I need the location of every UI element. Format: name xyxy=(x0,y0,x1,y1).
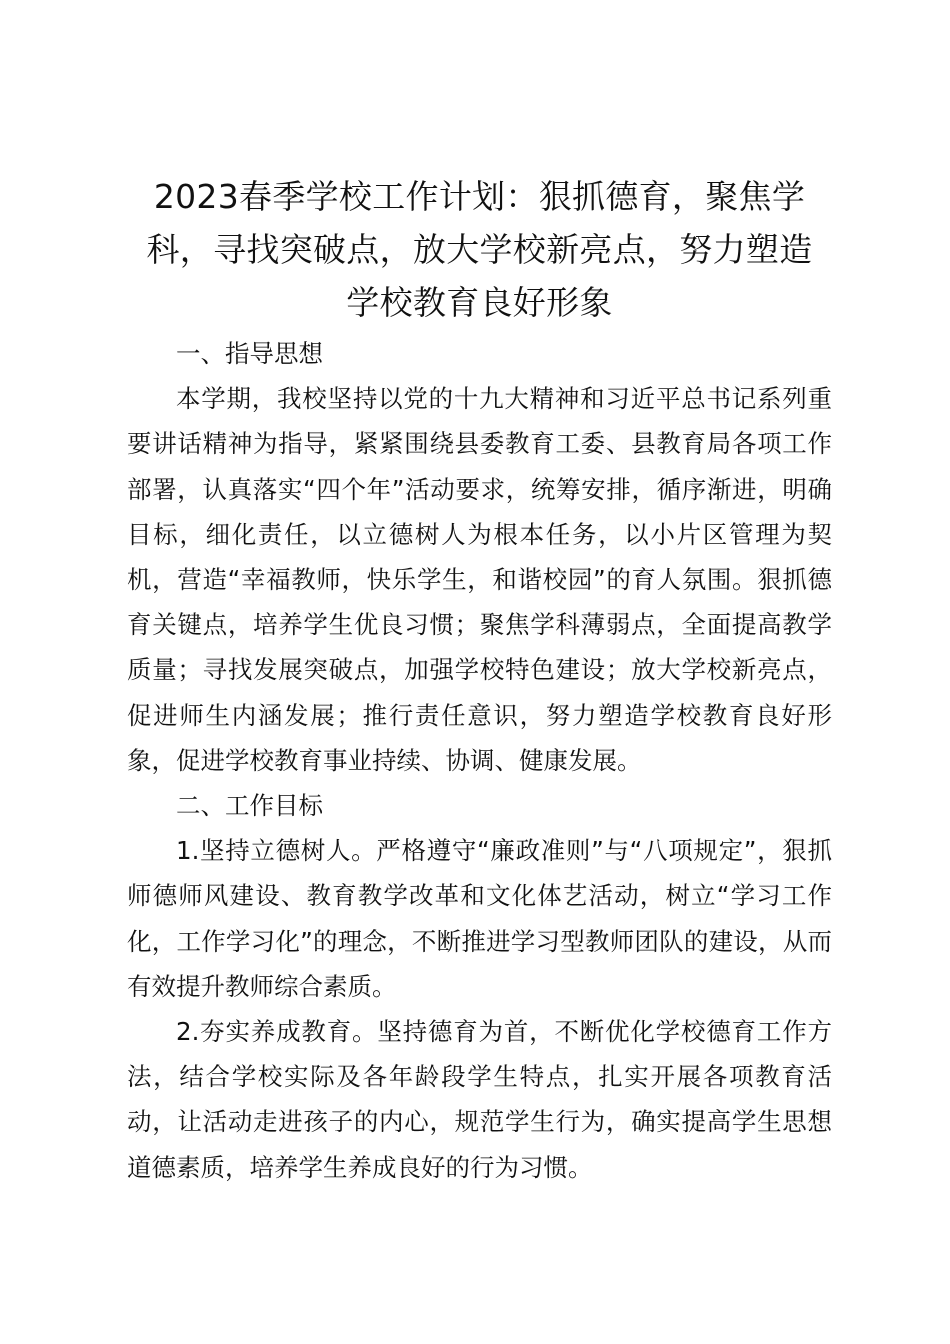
paragraph-goal-1: 1.坚持立德树人。严格遵守“廉政准则”与“八项规定”，狠抓师德师风建设、教育教学改革和文化体艺活动，树立“学习工作化，工作学习化”的理念，不断推进学习型教师团队的建设，从而有效提升教师综合素质。 xyxy=(127,836,832,1001)
title-line-3: 学校教育良好形象 xyxy=(346,283,613,322)
paragraph-guiding-ideology: 本学期，我校坚持以党的十九大精神和习近平总书记系列重要讲话精神为指导，紧紧围绕县委教育工委、县教育局各项工作部署，认真落实“四个年”活动要求，统筹安排，循序渐进，明确目标，细化责任，以立德树人为根本任务，以小片区管理为契机，营造“幸福教师，快乐学生，和谐校园”的育人氛围。狠抓德育关键点，培养学生优良习惯；聚焦学科薄弱点，全面提高教学质量；寻找发展突破点，加强学校特色建设；放大学校新亮点，促进师生内涵发展；推行责任意识，努力塑造学校教育良好形象，促进学校教育事业持续、协调、健康发展。 xyxy=(127,384,832,775)
section-heading-guiding-ideology: 一、指导思想 xyxy=(176,339,323,368)
title-line-1: 2023春季学校工作计划：狠抓德育，聚焦学 xyxy=(153,177,806,216)
title-line-2: 科，寻找突破点，放大学校新亮点，努力塑造 xyxy=(146,230,813,269)
document-body xyxy=(127,170,832,1190)
paragraph-goal-2: 2.夯实养成教育。坚持德育为首，不断优化学校德育工作方法，结合学校实际及各年龄段学生特点，扎实开展各项教育活动，让活动走进孩子的内心，规范学生行为，确实提高学生思想道德素质，培养学生养成良好的行为习惯。 xyxy=(127,1017,832,1182)
document-title xyxy=(127,170,832,329)
section-heading-work-goals: 二、工作目标 xyxy=(176,791,323,821)
